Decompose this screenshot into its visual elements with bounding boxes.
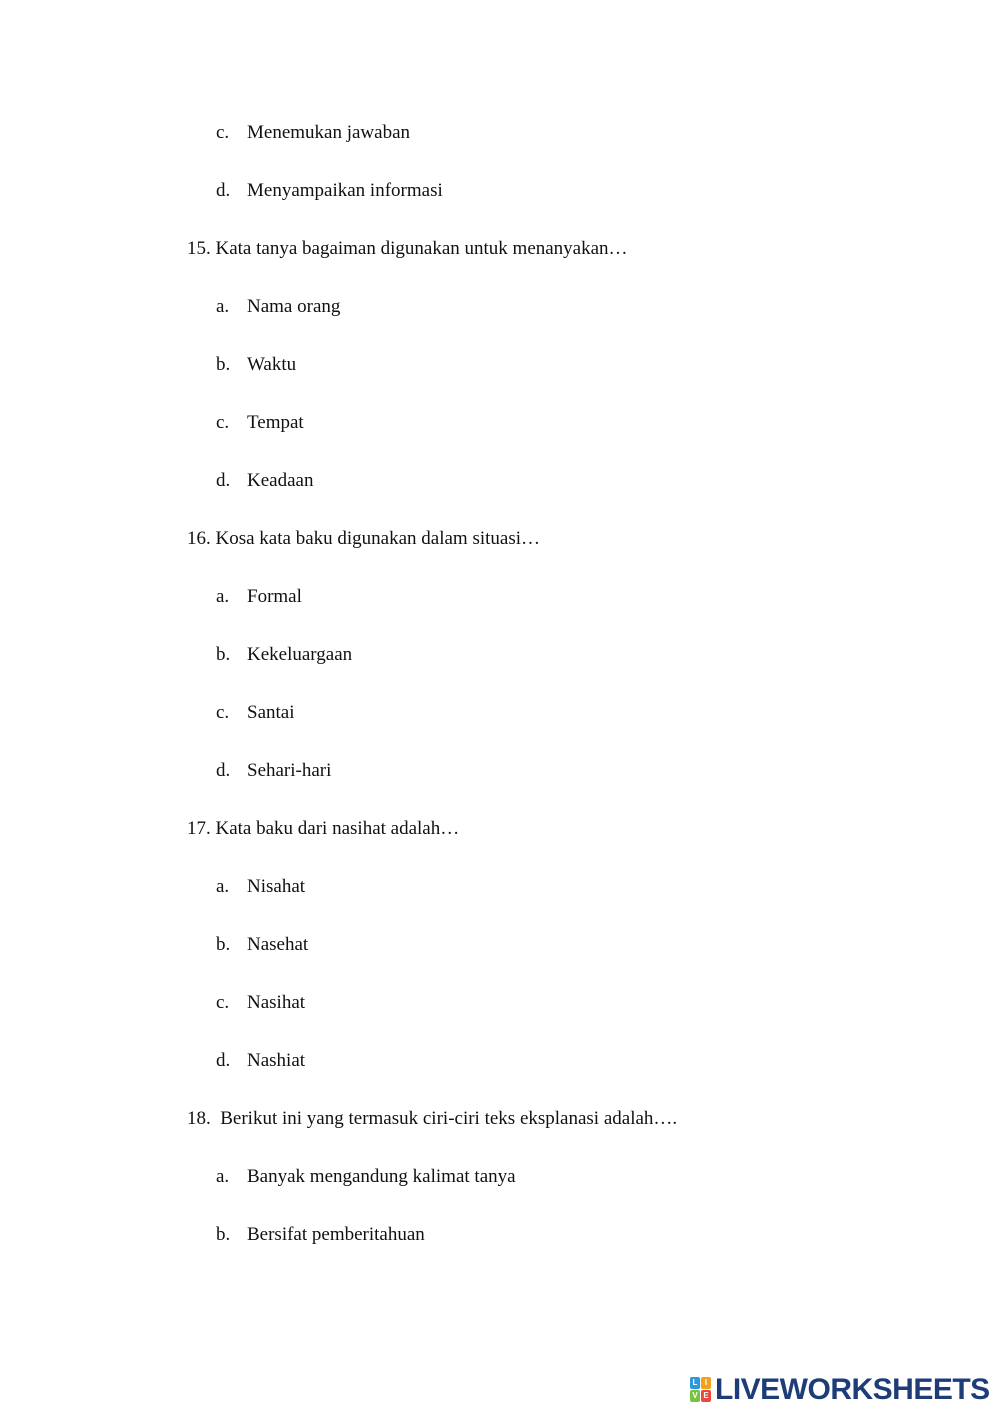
option-text: Menyampaikan informasi (247, 180, 443, 201)
question-16 (187, 527, 540, 551)
option-letter: b. (216, 1224, 231, 1245)
answer-option (216, 353, 296, 377)
question-number: 15. (187, 238, 211, 259)
option-text: Sehari-hari (247, 760, 332, 781)
option-text: Nama orang (247, 296, 341, 317)
answer-option (216, 1049, 305, 1073)
question-text: Kosa kata baku digunakan dalam situasi… (210, 528, 541, 549)
option-text: Kekeluargaan (247, 644, 353, 665)
answer-option (216, 585, 302, 609)
option-text: Formal (247, 586, 302, 607)
answer-option (216, 1223, 425, 1247)
option-text: Nisahat (247, 876, 306, 897)
option-text: Banyak mengandung kalimat tanya (247, 1166, 516, 1187)
option-letter: d. (216, 1050, 231, 1071)
option-letter: b. (216, 354, 231, 375)
option-letter: a. (216, 876, 230, 897)
answer-option (216, 121, 410, 145)
option-letter: c. (216, 122, 230, 143)
answer-option (216, 759, 331, 783)
liveworksheets-logo-icon: L I V E (690, 1377, 712, 1403)
option-text: Menemukan jawaban (247, 122, 411, 143)
option-text: Keadaan (247, 470, 314, 491)
option-text: Santai (247, 702, 295, 723)
answer-option (216, 179, 443, 203)
question-18 (187, 1107, 677, 1131)
option-text: Nasehat (247, 934, 309, 955)
answer-option (216, 411, 304, 435)
answer-option (216, 991, 305, 1015)
answer-option (216, 469, 313, 493)
answer-option (216, 1165, 516, 1189)
answer-option (216, 295, 340, 319)
liveworksheets-logo[interactable] (690, 1372, 990, 1408)
option-text: Tempat (247, 412, 304, 433)
answer-option (216, 933, 308, 957)
option-letter: c. (216, 992, 230, 1013)
question-17 (187, 817, 459, 841)
option-letter: a. (216, 586, 230, 607)
option-letter: b. (216, 644, 231, 665)
option-letter: a. (216, 296, 230, 317)
option-letter: d. (216, 760, 231, 781)
question-number: 16. (187, 528, 211, 549)
option-text: Bersifat pemberitahuan (247, 1224, 425, 1245)
option-text: Waktu (247, 354, 297, 375)
option-text: Nasihat (247, 992, 306, 1013)
question-text: Berikut ini yang termasuk ciri-ciri teks eksplanasi adalah…. (210, 1108, 678, 1129)
option-letter: c. (216, 702, 230, 723)
option-letter: b. (216, 934, 231, 955)
question-15 (187, 237, 628, 261)
answer-option (216, 643, 352, 667)
question-text: Kata baku dari nasihat adalah… (210, 818, 460, 839)
answer-option (216, 875, 305, 899)
option-letter: d. (216, 180, 231, 201)
question-number: 17. (187, 818, 211, 839)
question-text: Kata tanya bagaiman digunakan untuk menanyakan… (210, 238, 628, 259)
option-letter: a. (216, 1166, 230, 1187)
answer-option (216, 701, 295, 725)
option-letter: d. (216, 470, 231, 491)
option-text: Nashiat (247, 1050, 306, 1071)
option-letter: c. (216, 412, 230, 433)
brand-name: LIVEWORKSHEETS (715, 1373, 990, 1406)
question-number: 18. (187, 1108, 211, 1129)
